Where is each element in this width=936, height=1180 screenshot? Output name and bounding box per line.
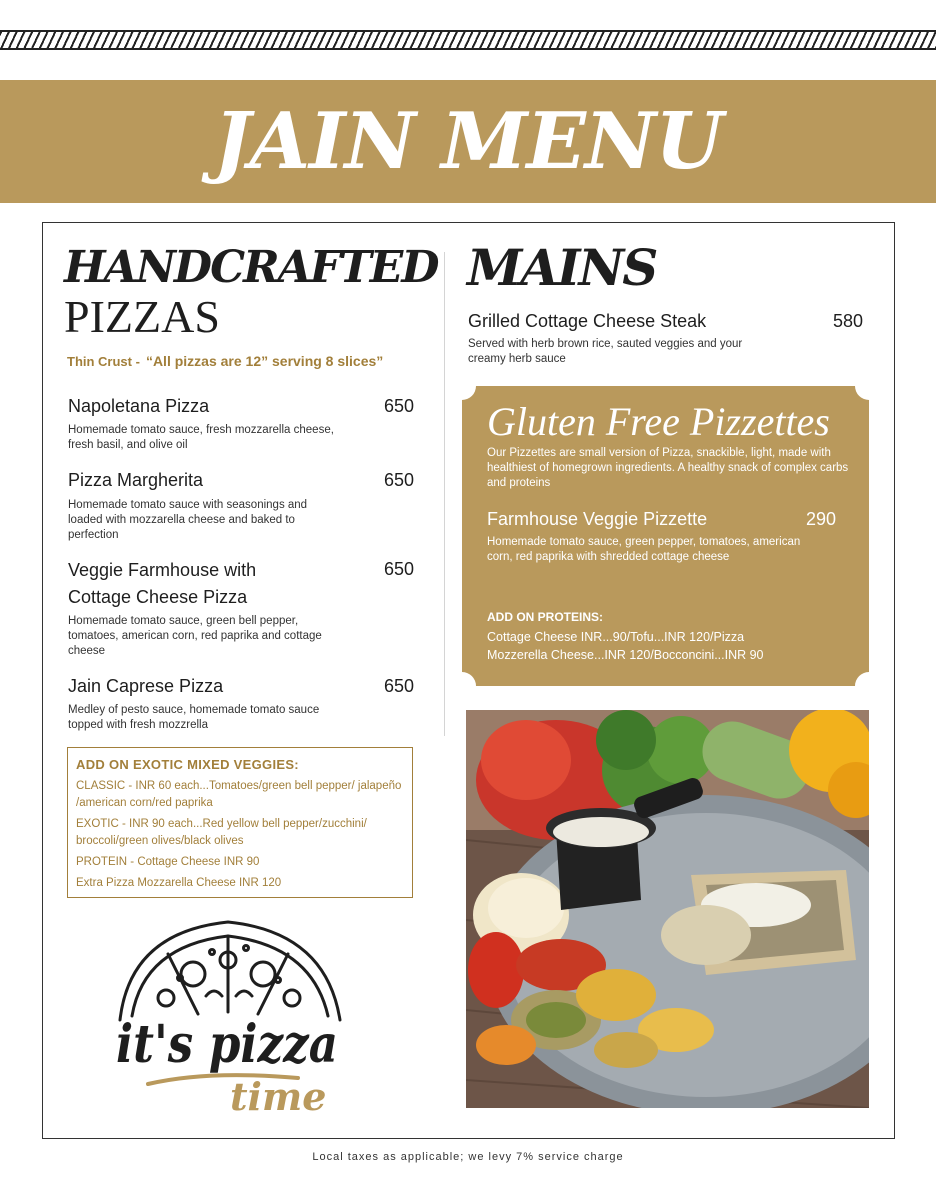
addon-veggies-line: PROTEIN - Cottage Cheese INR 90 <box>76 856 260 868</box>
logo-text-sub: time <box>230 1074 327 1118</box>
addon-veggies-line: EXOTIC - INR 90 each...Red yellow bell pepper/zucchini/ broccoli/green olives/black olives <box>76 818 367 847</box>
thin-crust-label: Thin Crust - <box>67 354 140 369</box>
menu-item-name: Pizza Margherita <box>68 470 204 490</box>
menu-item-price: 580 <box>833 311 864 331</box>
menu-title: JAIN MENU <box>213 95 723 187</box>
thin-crust-note <box>67 353 383 369</box>
title-banner <box>0 80 936 203</box>
pizzas-heading-line1: HANDCRAFTED <box>64 242 438 293</box>
logo-text-main: it's pizza <box>116 1014 338 1075</box>
menu-item-price: 650 <box>384 396 415 416</box>
addon-veggies-line: CLASSIC - INR 60 each...Tomatoes/green bell pepper/ jalapeño /american corn/red paprika <box>76 780 402 809</box>
footer-tax-note: Local taxes as applicable; we levy 7% service charge <box>312 1151 624 1163</box>
menu-item-description: Served with herb brown rice, sauted veggies and your creamy herb sauce <box>468 338 743 365</box>
addon-veggies-box <box>67 747 413 898</box>
column-divider <box>444 252 445 736</box>
menu-item-price: 290 <box>806 509 837 529</box>
menu-item-description: Medley of pesto sauce, homemade tomato sauce topped with fresh mozzrella <box>68 704 320 731</box>
menu-item-name: Jain Caprese Pizza <box>68 676 224 696</box>
addon-proteins-line: Mozzerella Cheese...INR 120/Bocconcini...INR 90 <box>487 648 764 662</box>
decorative-top-border <box>0 30 936 50</box>
menu-item-description: Homemade tomato sauce, green pepper, tomatoes, american corn, red paprika with shredded cottage cheese <box>487 536 801 563</box>
addon-veggies-line: Extra Pizza Mozzarella Cheese INR 120 <box>76 877 282 889</box>
menu-item-description: Homemade tomato sauce with seasonings and loaded with mozzarella cheese and baked to perfection <box>68 499 308 541</box>
menu-item-price: 650 <box>384 676 415 696</box>
gluten-free-title: Gluten Free Pizzettes <box>487 399 830 444</box>
food-photo <box>466 710 869 1108</box>
menu-item-price: 650 <box>384 470 415 490</box>
pizza-time-logo <box>108 912 348 1118</box>
menu-item-description: Homemade tomato sauce, green bell pepper, tomatoes, american corn, red paprika and cottage cheese <box>68 615 322 657</box>
menu-item-description: Homemade tomato sauce, fresh mozzarella cheese, fresh basil, and olive oil <box>68 424 334 451</box>
pizza-illustration-icon <box>120 922 340 1020</box>
menu-item-name: Farmhouse Veggie Pizzette <box>487 509 708 529</box>
gluten-free-intro: Our Pizzettes are small version of Pizza, snackible, light, made with healthiest of homegrown ingredients. A healthy snack of complex carbs and proteins <box>487 447 849 489</box>
menu-item-price: 650 <box>384 559 415 579</box>
menu-item-name: Grilled Cottage Cheese Steak <box>468 311 707 331</box>
thin-crust-serving-note: “All pizzas are 12” serving 8 slices” <box>145 353 384 369</box>
mains-heading: MAINS <box>467 238 657 297</box>
addon-veggies-title: ADD ON EXOTIC MIXED VEGGIES: <box>76 757 299 772</box>
addon-proteins-line: Cottage Cheese INR...90/Tofu...INR 120/Pizza <box>487 630 745 644</box>
menu-item-name: Veggie Farmhouse with Cottage Cheese Pizza <box>68 560 257 607</box>
pizzas-heading-line2: PIZZAS <box>64 291 220 342</box>
menu-item-name: Napoletana Pizza <box>68 396 210 416</box>
addon-proteins-title: ADD ON PROTEINS: <box>487 610 604 624</box>
